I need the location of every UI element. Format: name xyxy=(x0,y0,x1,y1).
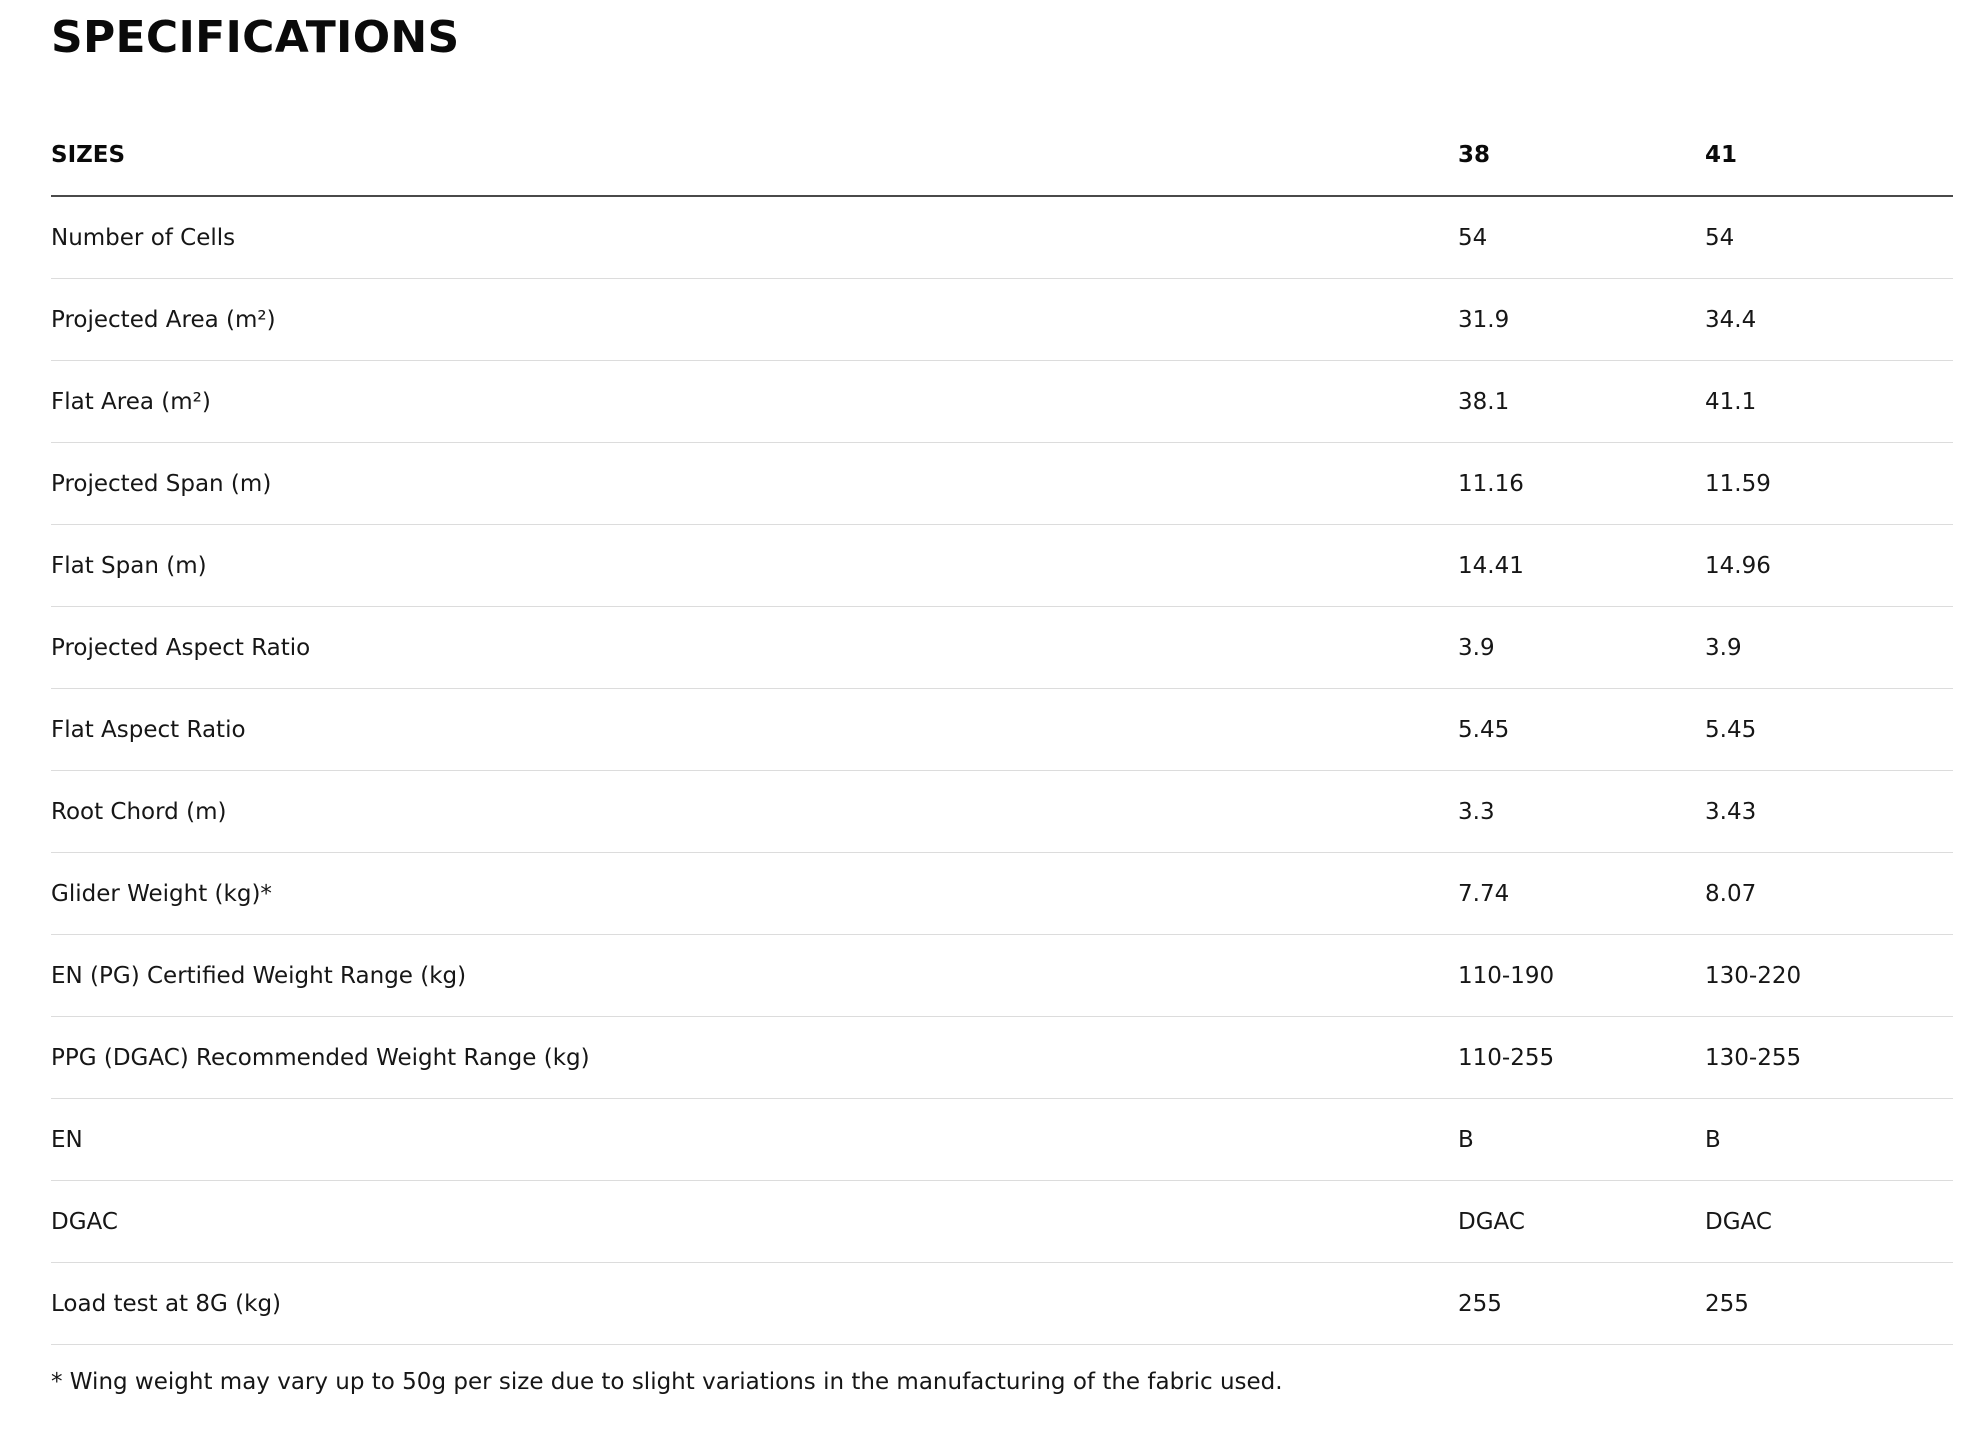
row-label: Projected Aspect Ratio xyxy=(51,607,1458,689)
row-label: EN xyxy=(51,1099,1458,1181)
row-value-41: 14.96 xyxy=(1705,525,1953,607)
row-value-41: DGAC xyxy=(1705,1181,1953,1263)
table-row xyxy=(51,935,1953,1017)
row-value-41: 3.9 xyxy=(1705,607,1953,689)
table-row xyxy=(51,361,1953,443)
row-label: Flat Area (m²) xyxy=(51,361,1458,443)
row-value-41: 130-220 xyxy=(1705,935,1953,1017)
table-row xyxy=(51,525,1953,607)
table-header-row xyxy=(51,114,1953,196)
page-title: SPECIFICATIONS xyxy=(51,12,460,63)
row-label: DGAC xyxy=(51,1181,1458,1263)
table-row xyxy=(51,1099,1953,1181)
size-41-header: 41 xyxy=(1705,114,1953,196)
row-label: Projected Span (m) xyxy=(51,443,1458,525)
row-label: Projected Area (m²) xyxy=(51,279,1458,361)
table-row xyxy=(51,1263,1953,1345)
table-row xyxy=(51,443,1953,525)
row-label: Load test at 8G (kg) xyxy=(51,1263,1458,1345)
row-label: Flat Aspect Ratio xyxy=(51,689,1458,771)
row-value-41: 8.07 xyxy=(1705,853,1953,935)
row-value-38: 5.45 xyxy=(1458,689,1705,771)
row-label: EN (PG) Certified Weight Range (kg) xyxy=(51,935,1458,1017)
size-38-header: 38 xyxy=(1458,114,1705,196)
row-value-38: 110-255 xyxy=(1458,1017,1705,1099)
row-value-41: 130-255 xyxy=(1705,1017,1953,1099)
table-row xyxy=(51,607,1953,689)
row-value-38: 255 xyxy=(1458,1263,1705,1345)
specifications-table xyxy=(51,114,1953,1345)
row-value-41: 255 xyxy=(1705,1263,1953,1345)
row-label: Flat Span (m) xyxy=(51,525,1458,607)
table-row xyxy=(51,853,1953,935)
row-value-41: 11.59 xyxy=(1705,443,1953,525)
row-label: Root Chord (m) xyxy=(51,771,1458,853)
row-value-41: 5.45 xyxy=(1705,689,1953,771)
row-value-38: 11.16 xyxy=(1458,443,1705,525)
table-row xyxy=(51,279,1953,361)
row-value-41: 34.4 xyxy=(1705,279,1953,361)
sizes-header: SIZES xyxy=(51,114,1458,196)
table-row xyxy=(51,771,1953,853)
row-value-38: 110-190 xyxy=(1458,935,1705,1017)
row-value-38: 54 xyxy=(1458,196,1705,279)
row-label: PPG (DGAC) Recommended Weight Range (kg) xyxy=(51,1017,1458,1099)
table-row xyxy=(51,1181,1953,1263)
table-row xyxy=(51,689,1953,771)
row-value-38: B xyxy=(1458,1099,1705,1181)
table-row xyxy=(51,196,1953,279)
row-value-41: 41.1 xyxy=(1705,361,1953,443)
row-value-38: 3.9 xyxy=(1458,607,1705,689)
row-value-41: B xyxy=(1705,1099,1953,1181)
row-value-38: 14.41 xyxy=(1458,525,1705,607)
row-value-38: 38.1 xyxy=(1458,361,1705,443)
row-label: Glider Weight (kg)* xyxy=(51,853,1458,935)
row-value-38: 7.74 xyxy=(1458,853,1705,935)
row-value-38: DGAC xyxy=(1458,1181,1705,1263)
row-value-38: 31.9 xyxy=(1458,279,1705,361)
row-value-38: 3.3 xyxy=(1458,771,1705,853)
row-value-41: 3.43 xyxy=(1705,771,1953,853)
footnote: * Wing weight may vary up to 50g per size due to slight variations in the manufacturing of the fabric used. xyxy=(51,1369,1283,1395)
row-value-41: 54 xyxy=(1705,196,1953,279)
table-row xyxy=(51,1017,1953,1099)
row-label: Number of Cells xyxy=(51,196,1458,279)
